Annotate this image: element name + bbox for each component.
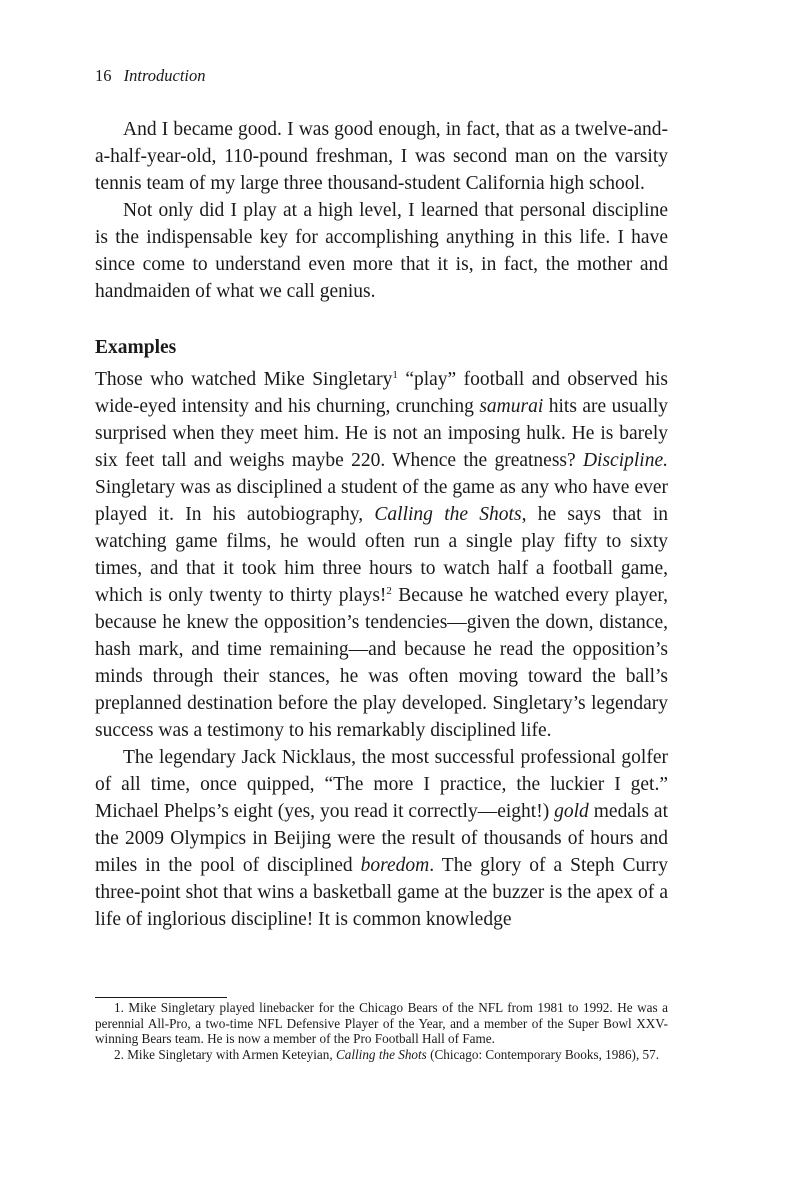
text-run: The legendary Jack Nicklaus, the most successful professional golfer of all time, once quipped, “The more I practice, the luckier I get.” Michael Phelps’s eight (yes, you read it correctly—eight!)	[95, 747, 668, 822]
running-head-title: Introduction	[123, 66, 206, 85]
italic-text: boredom	[360, 855, 430, 876]
footnote-divider	[95, 997, 227, 998]
italic-text: gold	[554, 801, 589, 822]
page-number: 16	[95, 66, 112, 85]
italic-text: Discipline.	[582, 450, 668, 471]
footnote-marker: 1	[392, 369, 398, 381]
text-run: , he says that in watching game films, he would often run a single play fifty to sixty times, and that it took him three hours to watch half a football game, which is only twenty to thirty plays!	[95, 504, 668, 606]
body-text	[95, 116, 668, 933]
text-run: Singletary was as disciplined a student of the game as any who have ever played it. In his autobiography,	[95, 477, 668, 525]
text-run: (Chicago: Contemporary Books, 1986), 57.	[426, 1046, 660, 1062]
book-title: Calling the Shots	[335, 1046, 427, 1062]
footnote-marker: 2	[386, 585, 392, 597]
book-title: Calling the Shots	[374, 504, 522, 525]
text-run: Those who watched Mike Singletary	[95, 369, 393, 390]
running-head	[95, 66, 206, 86]
italic-text: samurai	[479, 396, 544, 417]
footnotes	[95, 1000, 668, 1062]
text-run: Because he watched every player, because he knew the opposition’s tendencies—given the down, distance, hash mark, and time remaining—and because he read the opposition’s minds through their stances, he was often moving toward the ball’s preplanned destination before the play developed. Singletary’s legendary success was a testimony to his remarkably disciplined life.	[95, 585, 668, 741]
paragraph: And I became good. I was good enough, in fact, that as a twelve-and-a-half-year-old, 110-pound freshman, I was second man on the varsity tennis team of my large three thousand-student California high school.	[95, 119, 668, 194]
text-run: medals at the 2009 Olympics in Beijing were the result of thousands of hours and miles in the pool of disciplined	[95, 801, 668, 876]
footnote: 1. Mike Singletary played linebacker for the Chicago Bears of the NFL from 1981 to 1992. He was a perennial All-Pro, a two-time NFL Defensive Player of the Year, and a member of the Super Bowl XXV-winning Bears team. He is now a member of the Pro Football Hall of Fame.	[95, 1000, 668, 1046]
footnote	[95, 1047, 668, 1063]
paragraph	[95, 366, 668, 744]
text-run: . The glory of a Steph Curry three-point shot that wins a basketball game at the buzzer is the apex of a life of inglorious discipline! It is common knowledge	[95, 855, 669, 930]
section-heading: Examples	[95, 337, 177, 358]
paragraph	[95, 744, 668, 933]
paragraph: Not only did I play at a high level, I learned that personal discipline is the indispensable key for accomplishing anything in this life. I have since come to understand even more that it is, in fact, the mother and handmaiden of what we call genius.	[95, 200, 668, 302]
text-run: hits are usually surprised when they meet him. He is not an imposing hulk. He is barely six feet tall and weighs maybe 220. Whence the greatness?	[95, 396, 668, 471]
text-run: “play” football and observed his wide-eyed intensity and his churning, crunching	[95, 369, 668, 417]
text-run: 2. Mike Singletary with Armen Keteyian,	[114, 1046, 336, 1062]
